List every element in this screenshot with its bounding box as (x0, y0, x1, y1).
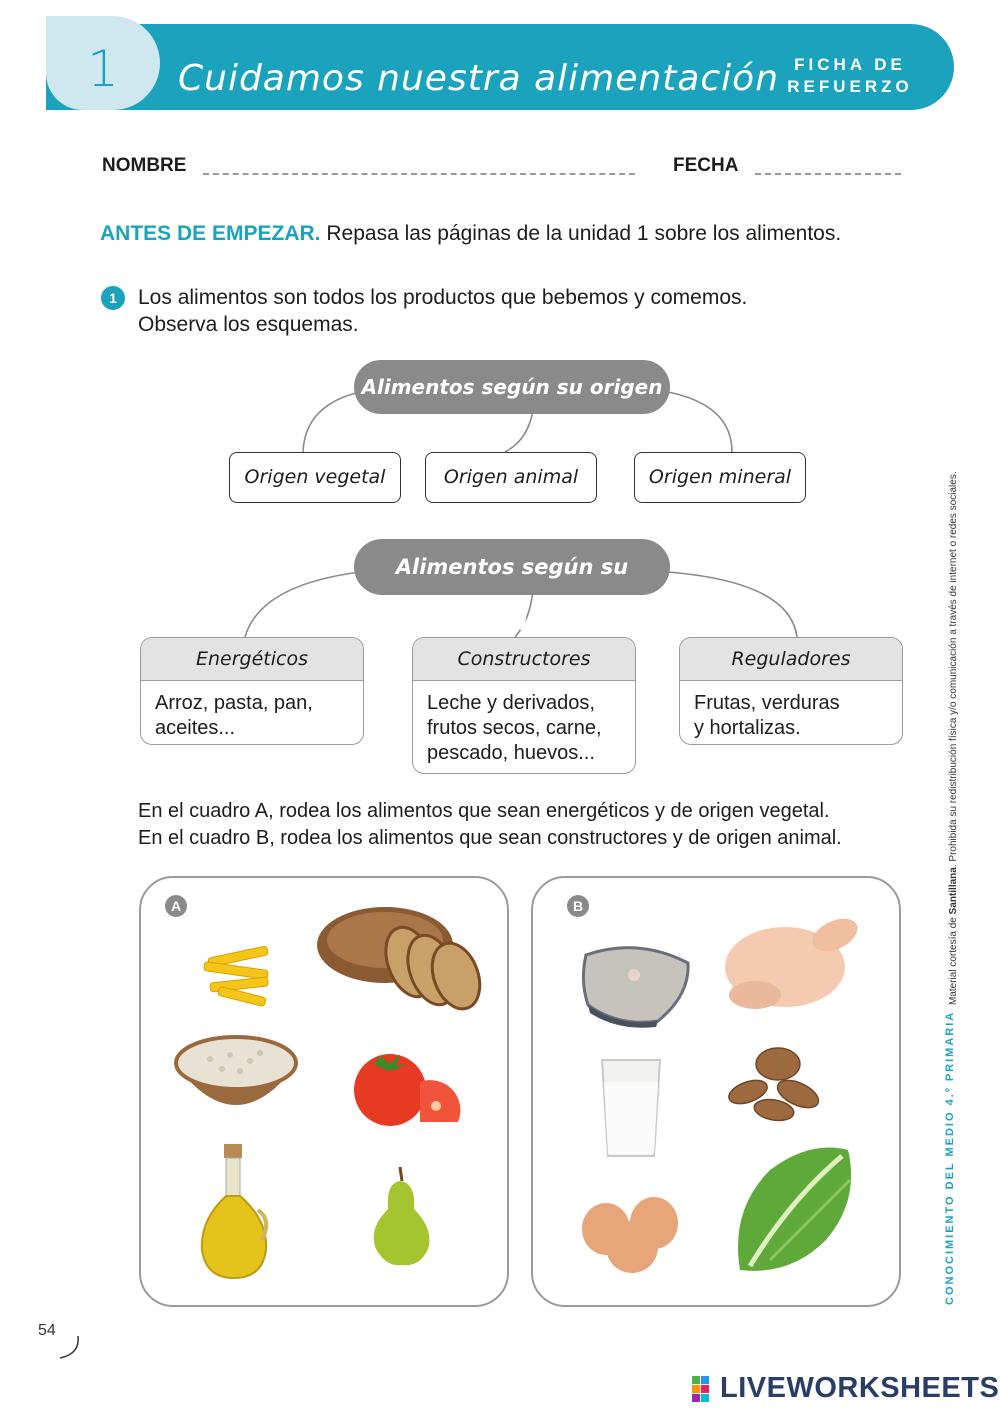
question-line-2: Observa los esquemas. (138, 313, 359, 336)
function-name: Reguladores (680, 638, 902, 681)
instruction-a: En el cuadro A, rodea los alimentos que sean energéticos y de origen vegetal. (138, 800, 830, 822)
origin-scheme-title: Alimentos según su origen (354, 360, 670, 414)
copyright-note (948, 471, 959, 1005)
example-line: pescado, huevos... (427, 742, 595, 764)
copyright-brand: Santillana (948, 867, 959, 915)
name-label: NOMBRE (102, 155, 187, 176)
date-label: FECHA (673, 155, 739, 176)
almonds-icon[interactable] (724, 1036, 832, 1126)
function-box-reguladores (679, 637, 903, 745)
pear-icon[interactable] (368, 1165, 434, 1267)
page-title: Cuidamos nuestra alimentación (178, 58, 780, 99)
eggs-icon[interactable] (578, 1195, 688, 1275)
panel-b-label: B (567, 895, 589, 917)
function-examples (141, 681, 363, 745)
example-line: Leche y derivados, (427, 692, 595, 714)
panel-a-label: A (165, 895, 187, 917)
copyright-pre: Material cortesía de (948, 914, 959, 1005)
instructions (138, 798, 842, 852)
example-line: frutos secos, carne, (427, 717, 602, 739)
pasta-icon[interactable] (190, 940, 290, 1010)
example-line: aceites... (155, 717, 236, 739)
watermark: LIVEWORKSHEETS (720, 1372, 1000, 1404)
question-number: 1 (101, 286, 125, 310)
example-line: y hortalizas. (694, 717, 801, 739)
function-name: Constructores (413, 638, 635, 681)
question-line-1: Los alimentos son todos los productos que bebemos y comemos. (138, 286, 748, 309)
function-name: Energéticos (141, 638, 363, 681)
book-title: CONOCIMIENTO DEL MEDIO 4.º PRIMARIA (944, 1010, 956, 1305)
function-examples (413, 681, 635, 774)
olive-oil-icon[interactable] (196, 1140, 272, 1282)
example-line: Arroz, pasta, pan, (155, 692, 313, 714)
origin-animal-box: Origen animal (425, 452, 597, 503)
function-scheme-title: Alimentos según su función (354, 539, 670, 595)
lettuce-icon[interactable] (730, 1140, 864, 1282)
tag-line-2: REFUERZO (787, 77, 913, 96)
tag-line-1: FICHA DE (794, 55, 906, 74)
copyright-post: . Prohibida su redistribución física y/o comunicación a través de internet o redes sociales. (948, 471, 959, 868)
bread-icon[interactable] (310, 900, 488, 1015)
intro-lead: ANTES DE EMPEZAR. (100, 222, 321, 245)
function-box-constructores (412, 637, 636, 774)
origin-vegetal-box: Origen vegetal (229, 452, 401, 503)
origin-mineral-box: Origen mineral (634, 452, 806, 503)
fish-icon[interactable] (578, 935, 696, 1030)
function-box-energeticos (140, 637, 364, 745)
intro-body: Repasa las páginas de la unidad 1 sobre los alimentos. (320, 222, 842, 245)
tomato-icon[interactable] (350, 1042, 466, 1130)
page-number: 54 (38, 1322, 56, 1339)
page-corner-mark (56, 1334, 82, 1362)
rice-icon[interactable] (170, 1025, 302, 1125)
function-examples (680, 681, 902, 745)
instruction-b: En el cuadro B, rodea los alimentos que sean constructores y de origen animal. (138, 827, 842, 849)
example-line: Frutas, verduras (694, 692, 840, 714)
unit-number: 1 (87, 40, 119, 98)
milk-icon[interactable] (598, 1056, 664, 1160)
chicken-icon[interactable] (715, 905, 865, 1017)
liveworksheets-logo-icon (692, 1376, 718, 1402)
